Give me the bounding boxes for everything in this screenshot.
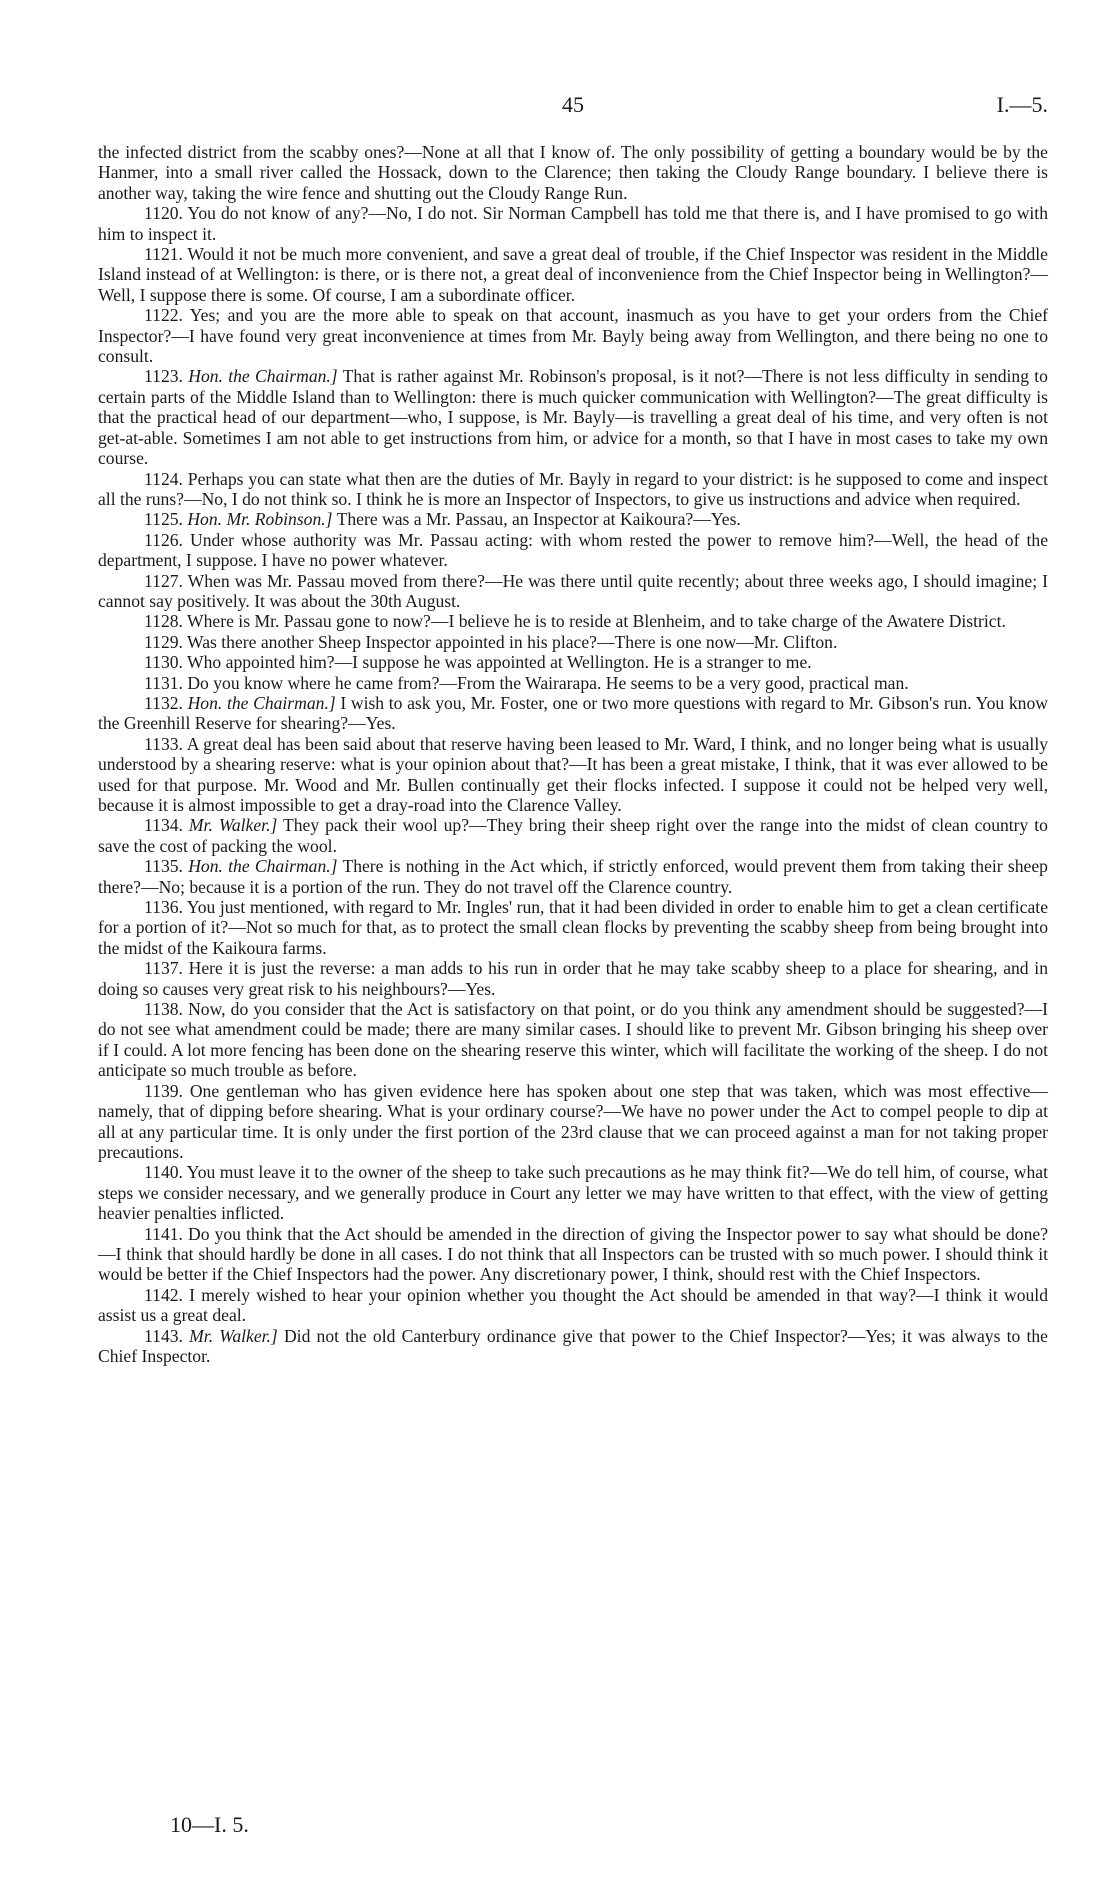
evidence-paragraph [98, 897, 1048, 958]
paragraph-text: Yes; and you are the more able to speak on that account, inasmuch as you have to get your orders from the Chief Inspector?—I have found very great inconvenience at times from Mr. Bayly being away from Wellington, and there being no one to consult. [98, 305, 1049, 367]
evidence-paragraph [98, 1224, 1048, 1285]
question-number: 1121. [144, 244, 183, 265]
question-number: 1132. [144, 692, 183, 713]
question-number: 1127. [144, 570, 183, 591]
evidence-paragraph [98, 1162, 1048, 1223]
speaker-label: Hon. the Chairman.] [188, 856, 338, 877]
question-number: 1131. [144, 672, 183, 693]
paragraph-text: Where is Mr. Passau gone to now?—I believe he is to reside at Blenheim, and to take charge of the Awatere District. [187, 611, 1006, 632]
question-number: 1129. [144, 631, 183, 652]
paragraph-text: Was there another Sheep Inspector appointed in his place?—There is one now—Mr. Clifton. [187, 631, 838, 652]
evidence-paragraph [98, 815, 1048, 856]
question-number: 1133. [144, 733, 183, 754]
evidence-paragraph [98, 571, 1048, 612]
paper-reference: I.—5. [996, 92, 1048, 117]
evidence-paragraph [98, 734, 1048, 816]
question-number: 1136. [144, 897, 183, 918]
paragraph-text: They pack their wool up?—They bring their sheep right over the range into the midst of clean country to save the cost of packing the wool. [98, 815, 1048, 856]
sheet-signature: 10—I. 5. [170, 1812, 249, 1837]
question-number: 1130. [144, 652, 183, 673]
paragraph-text: Did not the old Canterbury ordinance give that power to the Chief Inspector?—Yes; it was always to the Chief Inspector. [98, 1325, 1048, 1366]
speaker-label: Mr. Walker.] [188, 815, 278, 836]
evidence-paragraph [98, 203, 1048, 244]
paragraph-text: You do not know of any?—No, I do not. Sir Norman Campbell has told me that there is, and I have promised to go with him to inspect it. [98, 203, 1048, 244]
evidence-paragraph [98, 244, 1048, 305]
paragraph-text: I merely wished to hear your opinion whether you thought the Act should be amended in that way?—I think it would assist us a great deal. [98, 1284, 1048, 1326]
paragraph-text: One gentleman who has given evidence here has spoken about one step that was taken, which was most effective—namely, that of dipping before shearing. What is your ordinary course?—We have no power under the Act to compel people to dip at all at any particular time. It is only under the first portion of the 23rd clause that we can proceed against a man for not taking proper precautions. [98, 1080, 1048, 1162]
question-number: 1139. [144, 1080, 183, 1101]
paragraph-text: A great deal has been said about that reserve having been leased to Mr. Ward, I think, and no longer being what is usually understood by a shearing reserve: what is your opinion about that?—It has been a great mistake, I think, that it was ever allowed to be used for that purpose. Mr. Wood and Mr. Bullen continually get their flocks infected. I suppose it could not be helped very well, because it is almost impossible to get a dray-road into the Clarence Valley. [98, 733, 1049, 815]
evidence-paragraph [98, 366, 1048, 468]
paragraph-text: You just mentioned, with regard to Mr. Ingles' run, that it had been divided in order to enable him to get a clean certificate for a portion of it?—Not so much for that, as to protect the small clean flocks by preventing the scabby sheep from being brought into the midst of the Kaikoura farms. [98, 897, 1048, 958]
paragraph-text: Under whose authority was Mr. Passau acting: with whom rested the power to remove him?—Well, the head of the department, I suppose. I have no power whatever. [98, 529, 1049, 571]
paragraph-text: the infected district from the scabby ones?—None at all that I know of. The only possibility of getting a boundary would be by the Hanmer, into a small river called the Hossack, down to the Clarence; then taking the Cloudy Range boundary. I believe there is another way, taking the wire fence and shutting out the Cloudy Range Run. [98, 142, 1048, 203]
evidence-paragraph [98, 1326, 1048, 1367]
evidence-paragraph [98, 958, 1048, 999]
page-number: 45 [562, 92, 584, 117]
page-header [98, 92, 1048, 122]
paragraph-text: Would it not be much more convenient, and save a great deal of trouble, if the Chief Inspector was resident in the Middle Island instead of at Wellington: is there, or is there not, a great deal of inconvenience from the Chief Inspector being in Wellington?—Well, I suppose there is some. Of course, I am a subordinate officer. [98, 244, 1048, 305]
question-number: 1124. [144, 468, 183, 489]
question-number: 1142. [144, 1284, 183, 1305]
speaker-label: Mr. Walker.] [189, 1325, 278, 1346]
document-body [98, 142, 1048, 1366]
paragraph-text: I wish to ask you, Mr. Foster, one or two more questions with regard to Mr. Gibson's run. You know the Greenhill Reserve for shearing?—Yes. [98, 692, 1048, 734]
evidence-paragraph [98, 1081, 1048, 1163]
paragraph-text: Who appointed him?—I suppose he was appointed at Wellington. He is a stranger to me. [187, 652, 812, 673]
question-number: 1135. [144, 856, 183, 877]
evidence-paragraph [98, 509, 1048, 529]
evidence-paragraph [98, 611, 1048, 631]
paragraph-text: Now, do you consider that the Act is satisfactory on that point, or do you think any amendment should be suggested?—I do not see what amendment could be made; there are many similar cases. I should like to prevent Mr. Gibson bringing his sheep over if I could. A lot more fencing has been done on the shearing reserve this winter, which will facilitate the working of the sheep. I do not anticipate so much trouble as before. [98, 999, 1048, 1081]
evidence-paragraph [98, 693, 1048, 734]
question-number: 1123. [144, 366, 183, 387]
paragraph-text: Do you think that the Act should be amended in the direction of giving the Inspector power to say what should be done?—I think that should hardly be done in all cases. I do not think that all Inspectors can be trusted with so much power. I should think it would be better if the Chief Inspectors had the power. Any discretionary power, I think, should rest with the Chief Inspectors. [98, 1223, 1048, 1285]
evidence-paragraph [98, 469, 1048, 510]
question-number: 1138. [144, 999, 183, 1020]
paragraph-text: When was Mr. Passau moved from there?—He was there until quite recently; about three weeks ago, I should imagine; I cannot say positively. It was about the 30th August. [98, 570, 1048, 611]
evidence-paragraph [98, 1285, 1048, 1326]
speaker-label: Hon. Mr. Robinson.] [187, 509, 333, 530]
question-number: 1122. [144, 305, 183, 326]
question-number: 1120. [144, 203, 183, 224]
evidence-paragraph [98, 632, 1048, 652]
paragraph-text: Do you know where he came from?—From the Wairarapa. He seems to be a very good, practical man. [187, 672, 909, 693]
evidence-paragraph [98, 142, 1048, 203]
paragraph-text: There was a Mr. Passau, an Inspector at Kaikoura?—Yes. [336, 509, 741, 530]
question-number: 1137. [144, 958, 183, 979]
paragraph-text: Perhaps you can state what then are the duties of Mr. Bayly in regard to your district: is he supposed to come and inspect all the runs?—No, I do not think so. I think he is more an Inspector of Inspectors, to give us instructions and advice when required. [98, 468, 1048, 509]
paragraph-text: That is rather against Mr. Robinson's proposal, is it not?—There is not less difficulty in sending to certain parts of the Middle Island than to Wellington: there is much quicker communication with Wellington?—The great difficulty is that the practical head of our department—who, I suppose, is Mr. Bayly—is travelling a great deal of his time, and very often is not get-at-able. Sometimes I am not able to get instructions from him, or advice for a month, so that I have in most cases to take my own course. [98, 366, 1048, 469]
question-number: 1126. [144, 529, 183, 550]
evidence-paragraph [98, 673, 1048, 693]
question-number: 1141. [144, 1223, 183, 1244]
speaker-label: Hon. the Chairman.] [188, 366, 338, 387]
evidence-paragraph [98, 652, 1048, 672]
evidence-paragraph [98, 999, 1048, 1081]
question-number: 1140. [144, 1162, 183, 1183]
question-number: 1125. [144, 509, 183, 530]
evidence-paragraph [98, 856, 1048, 897]
question-number: 1143. [144, 1325, 183, 1346]
paragraph-text: There is nothing in the Act which, if strictly enforced, would prevent them from taking their sheep there?—No; because it is a portion of the run. They do not travel off the Clarence country. [98, 856, 1048, 897]
speaker-label: Hon. the Chairman.] [187, 692, 336, 713]
question-number: 1128. [144, 611, 183, 632]
evidence-paragraph [98, 530, 1048, 571]
question-number: 1134. [144, 815, 183, 836]
evidence-paragraph [98, 305, 1048, 366]
paragraph-text: You must leave it to the owner of the sheep to take such precautions as he may think fit?—We do tell him, of course, what steps we consider necessary, and we generally produce in Court any letter we may have written to that effect, with the view of getting heavier penalties inflicted. [98, 1162, 1048, 1224]
paragraph-text: Here it is just the reverse: a man adds to his run in order that he may take scabby sheep to a place for shearing, and in doing so causes very great risk to his neighbours?—Yes. [98, 958, 1048, 999]
